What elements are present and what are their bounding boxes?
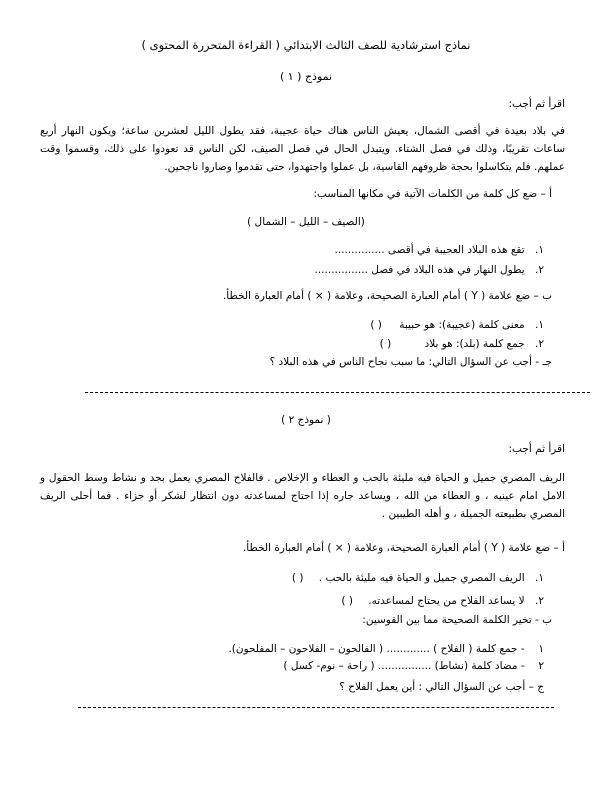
model-1-question-c: جـ - أجب عن السؤال التالي: ما سبب نجاح الناس في هذه البلاد ؟ [269,356,552,368]
model-2-qa-item-2 [341,595,544,607]
item-number: ١. [535,244,544,256]
answer-box[interactable]: ( ) [370,319,382,331]
model-1-qa-item-1 [334,244,544,256]
model-2-instruction: اقرأ ثم أجب: [508,443,565,455]
model-2-qa-item-1 [292,572,544,584]
item-number: ١. [535,572,544,584]
model-1-qb-item-2 [380,338,544,350]
model-2-question-a-title: أ – ضع علامة ( Y ) أمام العبارة الصحيحة، وعلامة ( × ) أمام العبارة الخطأ. [242,542,565,554]
answer-box[interactable]: ( ) [379,338,392,350]
model-2-question-c: ج – أجب عن السؤال التالي : أين يعمل الفلاح ؟ [339,681,544,693]
model-2-question-b-title: ب - تخير الكلمة الصحيحة مما بين القوسين: [362,614,552,626]
item-number: ٢ [538,660,544,672]
model-2-qb-item-2 [283,660,544,672]
item-text: تقع هذه البلاد العجيبة في أقصى ............... [334,244,525,256]
item-number: ٢. [535,264,544,276]
item-text: جمع كلمة (بلد): هو بلاد [424,338,525,350]
item-text: معنى كلمة (عجيبة): هو حبيبة [399,319,525,331]
model-1-question-b-title: ب – ضع علامة ( Y ) أمام العبارة الصحيحة، وعلامة ( × ) أمام العبارة الخطأ. [222,290,552,302]
model-2-qb-item-1 [228,643,544,655]
model-1-qa-item-2 [315,264,545,276]
model-1-heading: نموذج ( ١ ) [279,70,333,83]
model-1-passage: في بلاد بعيدة في أقصى الشمال، يعيش الناس هناك حياة عجيبة، فقد يطول الليل لعشرين ساعة؛ ويكون النهار أربع ساعات تقريبًا، وذلك في فصل الشتاء. ويتبدل الحال في فصل الصيف، لكن الناس قد تعودوا على ذلك، وقسموا وقت عملهم. فلم يتكاسلوا بحجة ظروفهم القاسية، بل عملوا واجتهدوا، حتى تقدموا وصاروا ناجحين. [40,125,565,173]
section-divider [78,707,554,708]
section-divider [85,392,590,393]
item-number: ٢. [535,595,544,607]
item-text: يطول النهار في هذه البلاد في فصل ................ [314,264,525,276]
item-text: - جمع كلمة ( الفلاح ) ............. ( الفالحون – الفلاحون – المفلحون). [228,643,525,655]
model-1-qb-item-1 [370,319,544,331]
item-number: ٢. [535,338,544,350]
model-1-question-a-title: أ – ضع كل كلمة من الكلمات الآتية في مكانها المناسب: [313,188,552,200]
item-text: الريف المصري جميل و الحياة فيه مليئة بالحب . [318,572,525,584]
model-1-word-bank: (الصيف – الليل – الشمال ) [247,216,365,228]
answer-box[interactable]: ( ) [341,595,353,607]
item-text: لا يساعد الفلاح من يحتاج لمساعدته. [368,595,525,607]
item-text: - مضاد كلمة (نشاط) ................ ( راحة – نوم- كسل ) [283,660,525,672]
page-title: نماذج استرشادية للصف الثالث الابتدائي ( القراءة المتحررة المحتوى ) [141,38,471,52]
model-1-instruction: اقرأ ثم أجب: [508,98,565,110]
answer-box[interactable]: ( ) [291,572,304,584]
item-number: ١. [535,319,544,331]
model-2-passage: الريف المصري جميل و الحياة فيه مليئة بالحب و العطاء و الإخلاص . فالفلاح المصري يعمل بجد و نشاط وسط الحقول و الامل امام عينيه ، و العطاء من الله ، ويساعد جاره إذا احتاج لمساعدته دون انتظار لشكر أو جزاء . فما أحلى الريف المصري بطبيعته الجميلة ، و أهله الطيبين . [40,472,565,520]
item-number: ١ [538,643,544,655]
model-2-heading: ( نموذج ٢ ) [281,414,331,426]
